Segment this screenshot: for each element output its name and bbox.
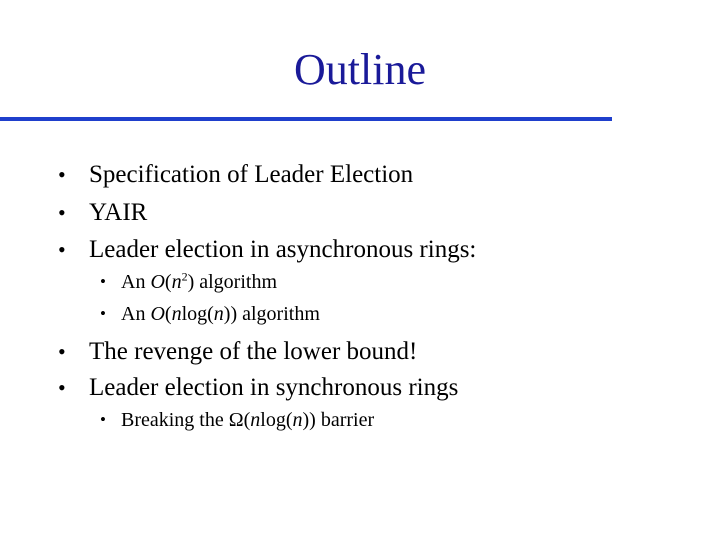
bullet-dot: • bbox=[58, 375, 66, 400]
exponent: 2 bbox=[181, 269, 188, 284]
paren: ( bbox=[164, 271, 172, 293]
bullet-text: Specification of Leader Election bbox=[89, 161, 414, 188]
bullet-text: YAIR bbox=[89, 199, 148, 226]
sub-bullet-text bbox=[121, 270, 277, 294]
math-symbol: n bbox=[171, 271, 182, 293]
bullet-dot: • bbox=[100, 272, 106, 291]
bullet-dot: • bbox=[58, 339, 66, 364]
math-symbol: O bbox=[150, 271, 165, 293]
text-prefix: An bbox=[121, 303, 151, 325]
slide-title-text: Outline bbox=[294, 45, 426, 94]
bullet-dot: • bbox=[58, 237, 66, 262]
text-prefix: An bbox=[121, 271, 151, 293]
sub-bullet-text bbox=[121, 302, 320, 326]
text-suffix: ) algorithm bbox=[187, 271, 278, 293]
bullet-dot: • bbox=[58, 162, 66, 187]
sub-bullet-text bbox=[121, 408, 374, 432]
text-prefix: Breaking the bbox=[121, 409, 229, 431]
text-suffix: )) barrier bbox=[302, 409, 375, 431]
omega-symbol: Ω bbox=[228, 409, 244, 431]
bullet-text: Leader election in synchronous rings bbox=[89, 374, 459, 401]
math-symbol: n bbox=[213, 303, 224, 325]
bullet-text: The revenge of the lower bound! bbox=[89, 338, 418, 365]
text-suffix: )) algorithm bbox=[223, 303, 320, 325]
paren: ( bbox=[164, 303, 172, 325]
text-mid: log( bbox=[181, 303, 214, 325]
math-symbol: n bbox=[250, 409, 261, 431]
bullet-dot: • bbox=[100, 304, 106, 323]
text-mid: log( bbox=[260, 409, 293, 431]
math-symbol: O bbox=[150, 303, 165, 325]
bullet-text: Leader election in asynchronous rings: bbox=[89, 236, 477, 263]
math-symbol: n bbox=[171, 303, 182, 325]
bullet-dot: • bbox=[58, 200, 66, 225]
paren: ( bbox=[243, 409, 251, 431]
bullet-dot: • bbox=[100, 410, 106, 429]
math-symbol: n bbox=[292, 409, 303, 431]
